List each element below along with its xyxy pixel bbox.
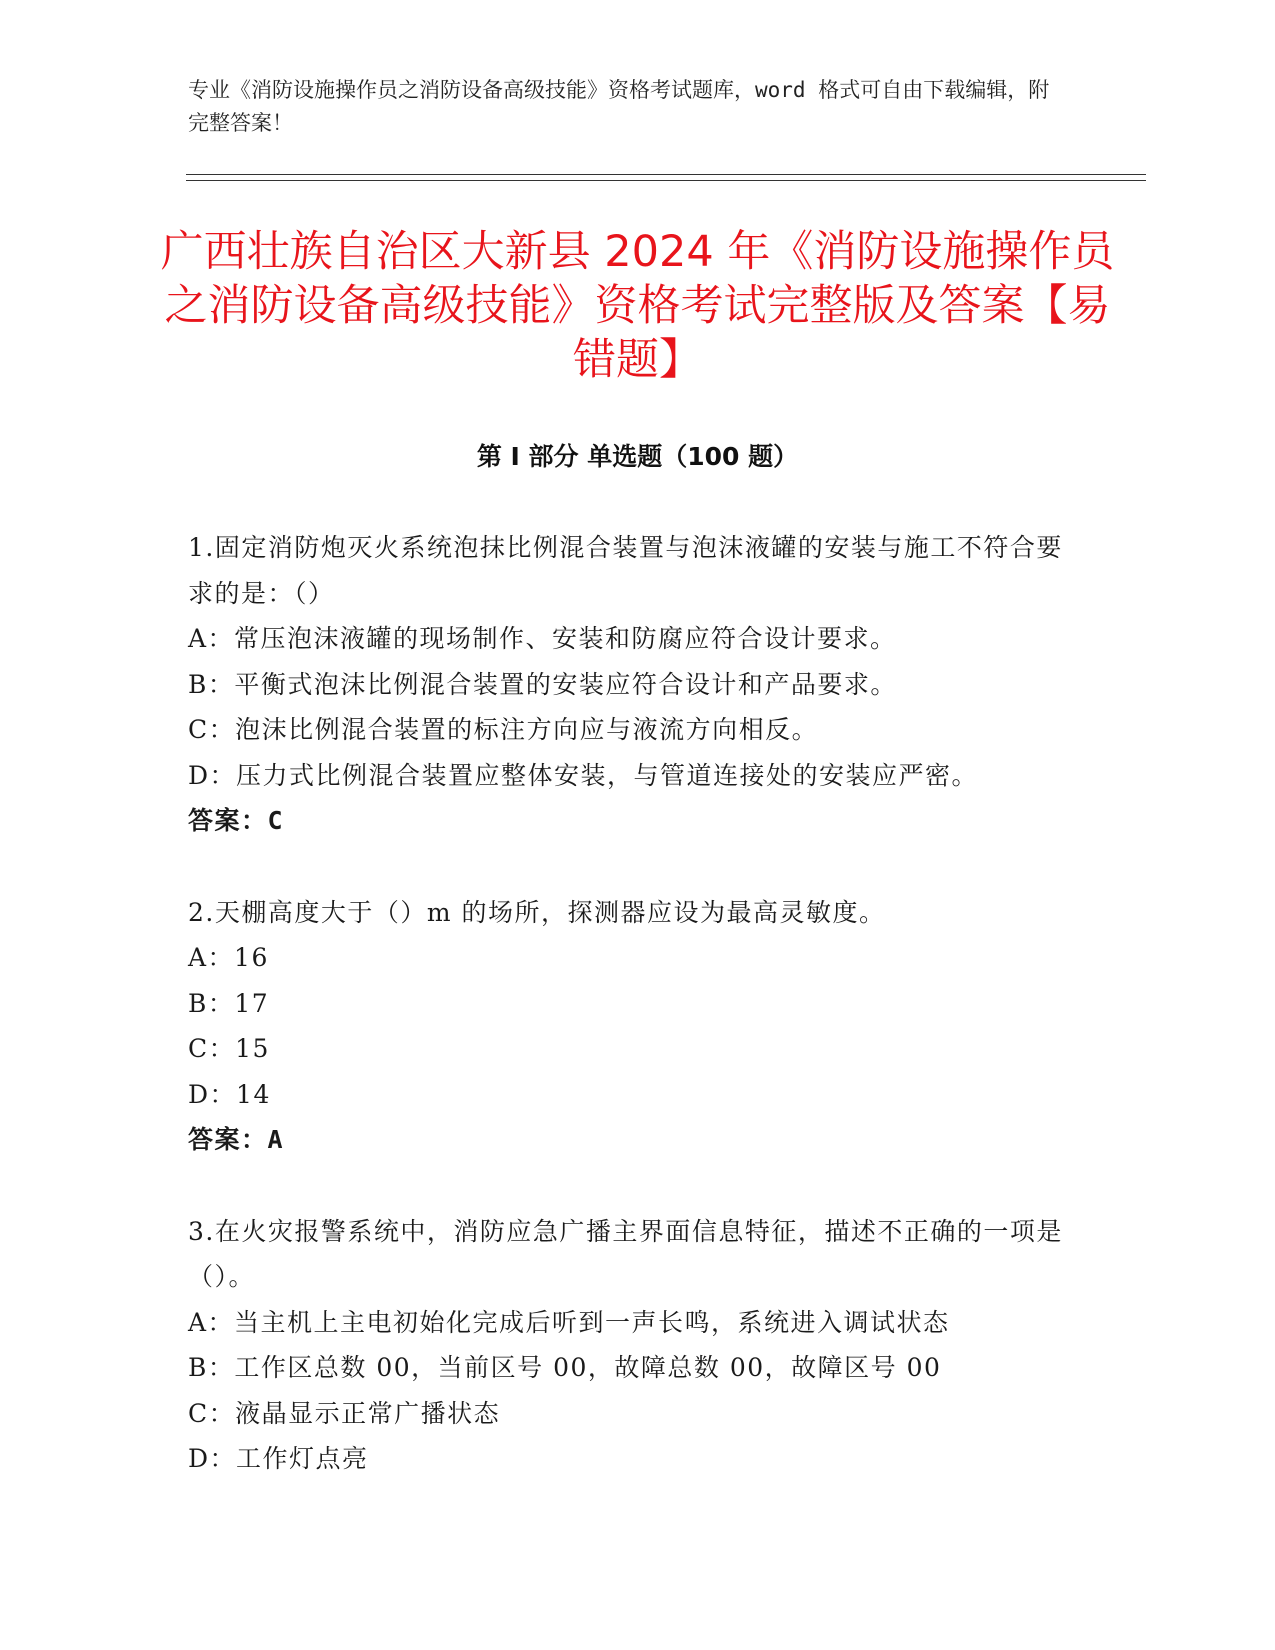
option-b: B：17 (188, 988, 270, 1018)
option-d: D：压力式比例混合装置应整体安装，与管道连接处的安装应严密。 (188, 760, 979, 790)
question-stem: 2.天棚高度大于（）m 的场所，探测器应设为最高灵敏度。 (188, 897, 886, 927)
section-title: 第 I 部分 单选题（100 题） (476, 442, 799, 471)
option-c: C：15 (188, 1034, 270, 1063)
option-d: D：14 (188, 1079, 271, 1109)
option-c: C：泡沫比例混合装置的标注方向应与液流方向相反。 (188, 715, 819, 744)
question-3 (188, 1209, 1068, 1482)
option-a: A：常压泡沫液罐的现场制作、安装和防腐应符合设计要求。 (188, 624, 897, 653)
question-2 (188, 890, 1068, 1163)
option-c: C：液晶显示正常广播状态 (188, 1398, 501, 1428)
header-divider (186, 174, 1146, 175)
answer-label: 答案：A (188, 1125, 285, 1154)
option-a: A：当主机上主电初始化完成后听到一声长鸣，系统进入调试状态 (188, 1307, 950, 1337)
option-b: B：工作区总数 00，当前区号 00，故障总数 00，故障区号 00 (188, 1353, 942, 1382)
question-list (188, 525, 1068, 1528)
document-title: 广西壮族自治区大新县 2024 年《消防设施操作员之消防设备高级技能》资格考试完整版及答案【易错题】 (160, 227, 1115, 385)
header-note: 专业《消防设施操作员之消防设备高级技能》资格考试题库，word 格式可自由下载编辑，附完整答案！ (188, 78, 1050, 135)
option-d: D：工作灯点亮 (188, 1444, 369, 1473)
question-1 (188, 525, 1068, 844)
answer-label: 答案：C (188, 806, 285, 835)
question-stem: 3.在火灾报警系统中，消防应急广播主界面信息特征，描述不正确的一项是（）。 (188, 1216, 1063, 1291)
option-b: B：平衡式泡沫比例混合装置的安装应符合设计和产品要求。 (188, 669, 897, 699)
header-divider-second (186, 180, 1146, 181)
question-stem: 1.固定消防炮灭火系统泡抹比例混合装置与泡沫液罐的安装与施工不符合要求的是：（） (188, 533, 1063, 608)
option-a: A：16 (188, 943, 269, 972)
